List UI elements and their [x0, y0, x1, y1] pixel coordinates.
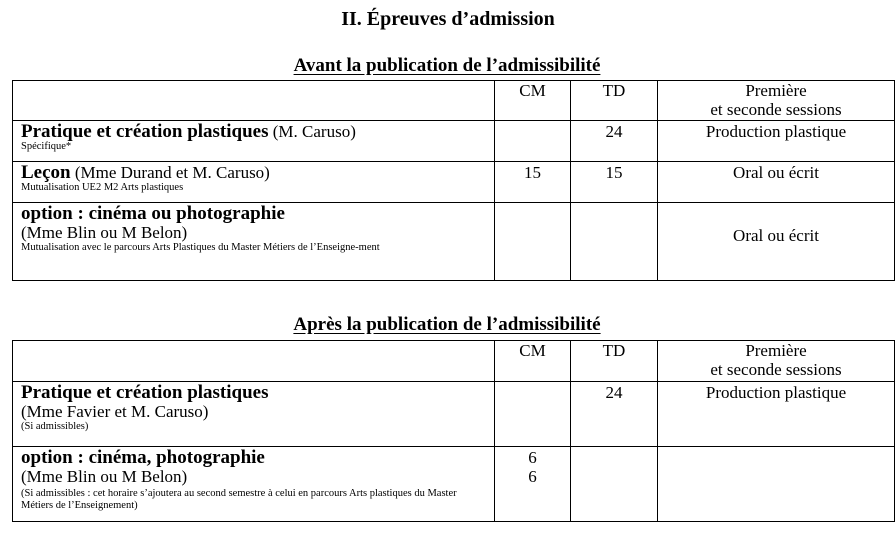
table2-title: Après la publication de l’admissibilité [293, 314, 601, 335]
header-course-cell [13, 81, 495, 121]
td-cell: 15 [571, 162, 658, 203]
exam-type-cell: Production plastique [658, 121, 895, 162]
cm-cell: 15 [495, 162, 571, 203]
header-sessions [658, 341, 895, 382]
header-td: TD [571, 341, 658, 382]
course-name: option : cinéma, photographie [21, 447, 265, 468]
course-name: option : cinéma ou photographie [21, 203, 285, 224]
table-row [13, 447, 895, 522]
table-row [13, 382, 895, 447]
course-note: Mutualisation UE2 M2 Arts plastiques [21, 182, 184, 193]
course-note: (Si admissibles : cet horaire s’ajoutera au second semestre à celui en parcours Arts plastiques du Master Métiers de l’Enseignement) [21, 488, 457, 511]
course-cell [13, 447, 495, 522]
course-cell [13, 203, 495, 281]
course-name: Leçon [21, 162, 71, 183]
header-sessions-line1: Première [745, 341, 807, 360]
cm-cell [495, 382, 571, 447]
table1-title: Avant la publication de l’admissibilité [293, 55, 601, 76]
course-teachers: (Mme Blin ou M Belon) [21, 223, 188, 242]
header-sessions-line2: et seconde sessions [710, 100, 842, 119]
course-name: Pratique et création plastiques [21, 121, 269, 142]
header-cm: CM [495, 341, 571, 382]
course-note: (Si admissibles) [21, 421, 89, 432]
td-cell: 24 [571, 121, 658, 162]
td-cell: 24 [571, 382, 658, 447]
cm-cell [495, 447, 571, 522]
header-td: TD [571, 81, 658, 121]
table-header-row [13, 341, 895, 382]
page-title: II. Épreuves d’admission [341, 8, 555, 30]
exam-type-cell [658, 447, 895, 522]
course-note: Spécifique* [21, 141, 72, 152]
cm-value-1: 6 [528, 448, 537, 467]
course-teachers: (Mme Durand et M. Caruso) [70, 163, 270, 182]
course-cell [13, 382, 495, 447]
header-sessions-line1: Première [745, 81, 807, 100]
exam-type-cell [658, 203, 895, 281]
header-sessions [658, 81, 895, 121]
header-cm: CM [495, 81, 571, 121]
cm-value-2: 6 [528, 467, 537, 486]
td-cell [571, 203, 658, 281]
course-name: Pratique et création plastiques [21, 382, 269, 403]
exam-type-cell: Oral ou écrit [658, 162, 895, 203]
course-teachers: (Mme Favier et M. Caruso) [21, 402, 209, 421]
td-cell [571, 447, 658, 522]
schedule-table-before [12, 80, 895, 281]
table-row [13, 162, 895, 203]
course-cell [13, 162, 495, 203]
schedule-table-after [12, 340, 895, 522]
header-course-cell [13, 341, 495, 382]
exam-type-text: Oral ou écrit [733, 226, 819, 245]
course-cell [13, 121, 495, 162]
header-sessions-line2: et seconde sessions [710, 360, 842, 379]
course-teachers: (M. Caruso) [268, 122, 356, 141]
table-header-row [13, 81, 895, 121]
course-note: Mutualisation avec le parcours Arts Plastiques du Master Métiers de l’Enseigne-ment [21, 242, 380, 253]
exam-type-cell: Production plastique [658, 382, 895, 447]
cm-cell [495, 203, 571, 281]
table-row [13, 121, 895, 162]
cm-cell [495, 121, 571, 162]
course-teachers: (Mme Blin ou M Belon) [21, 467, 188, 486]
table-row [13, 203, 895, 281]
